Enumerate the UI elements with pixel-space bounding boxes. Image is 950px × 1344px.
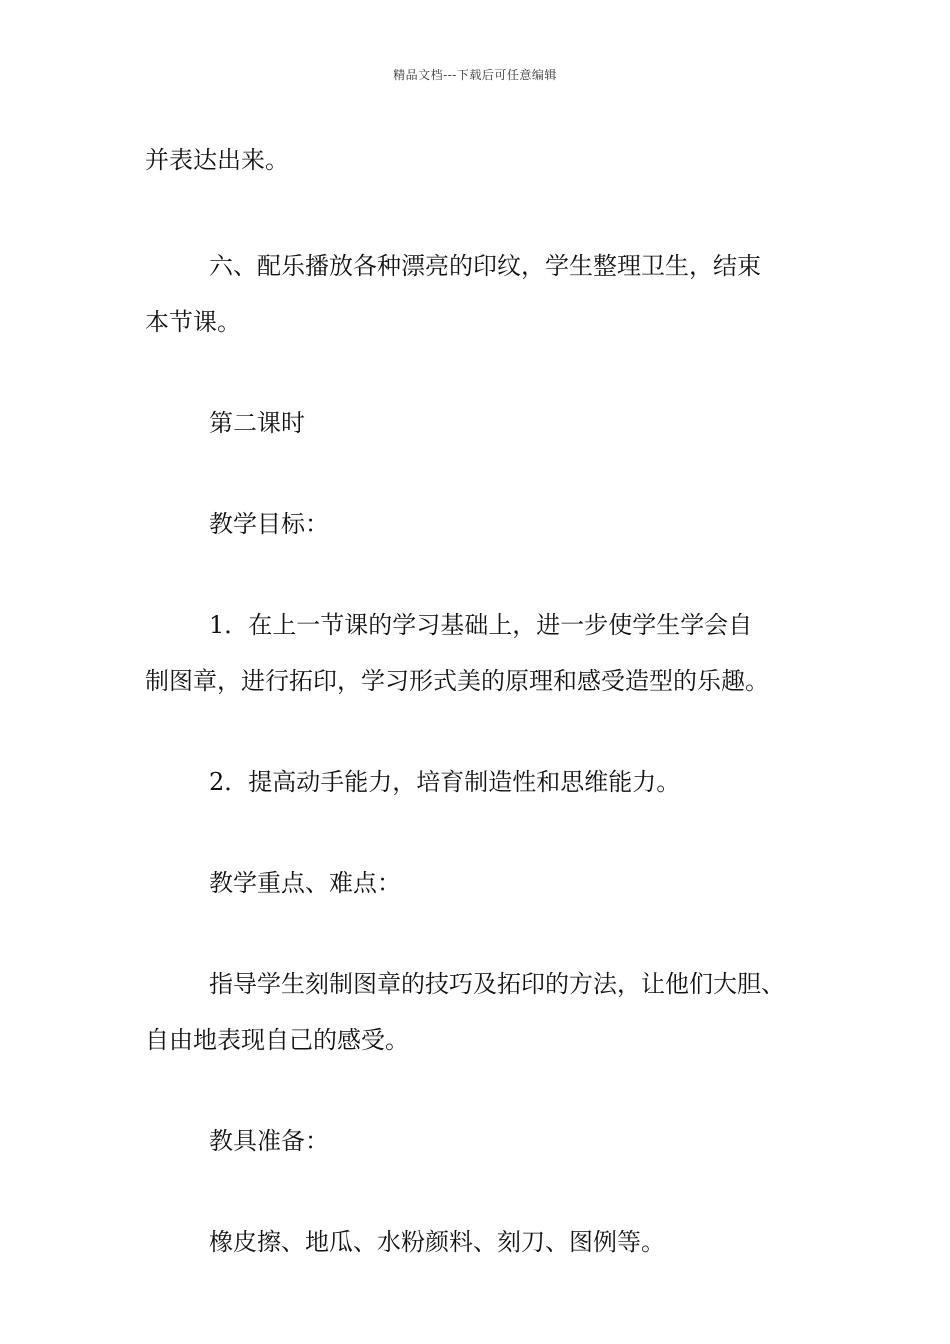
document-body xyxy=(145,132,815,1270)
section-heading-second-lesson: 第二课时 xyxy=(209,409,305,437)
paragraph-objective-two: 2．提高动手能力，培育制造性和思维能力。 xyxy=(209,768,681,796)
paragraph-objective-one xyxy=(145,597,815,709)
paragraph-step-six xyxy=(145,238,815,350)
section-heading-objectives: 教学目标： xyxy=(209,510,329,538)
paragraph-line: 1．在上一节课的学习基础上，进一步使学生学会自 xyxy=(209,611,753,639)
paragraph-line: 六、配乐播放各种漂亮的印纹，学生整理卫生，结束 xyxy=(209,252,761,280)
paragraph-materials: 橡皮擦、地瓜、水粉颜料、刻刀、图例等。 xyxy=(209,1228,665,1256)
page-header: 精品文档---下载后可任意编辑 xyxy=(393,68,557,82)
paragraph-line: 本节课。 xyxy=(145,308,241,336)
section-heading-materials: 教具准备： xyxy=(209,1127,329,1155)
paragraph-line: 指导学生刻制图章的技巧及拓印的方法，让他们大胆、 xyxy=(209,970,785,998)
section-heading-key-points: 教学重点、难点： xyxy=(209,869,401,897)
paragraph-line: 自由地表现自己的感受。 xyxy=(145,1026,409,1054)
paragraph-continuation: 并表达出来。 xyxy=(145,146,289,174)
paragraph-line: 制图章，进行拓印，学习形式美的原理和感受造型的乐趣。 xyxy=(145,667,769,695)
paragraph-key-points xyxy=(145,956,815,1068)
